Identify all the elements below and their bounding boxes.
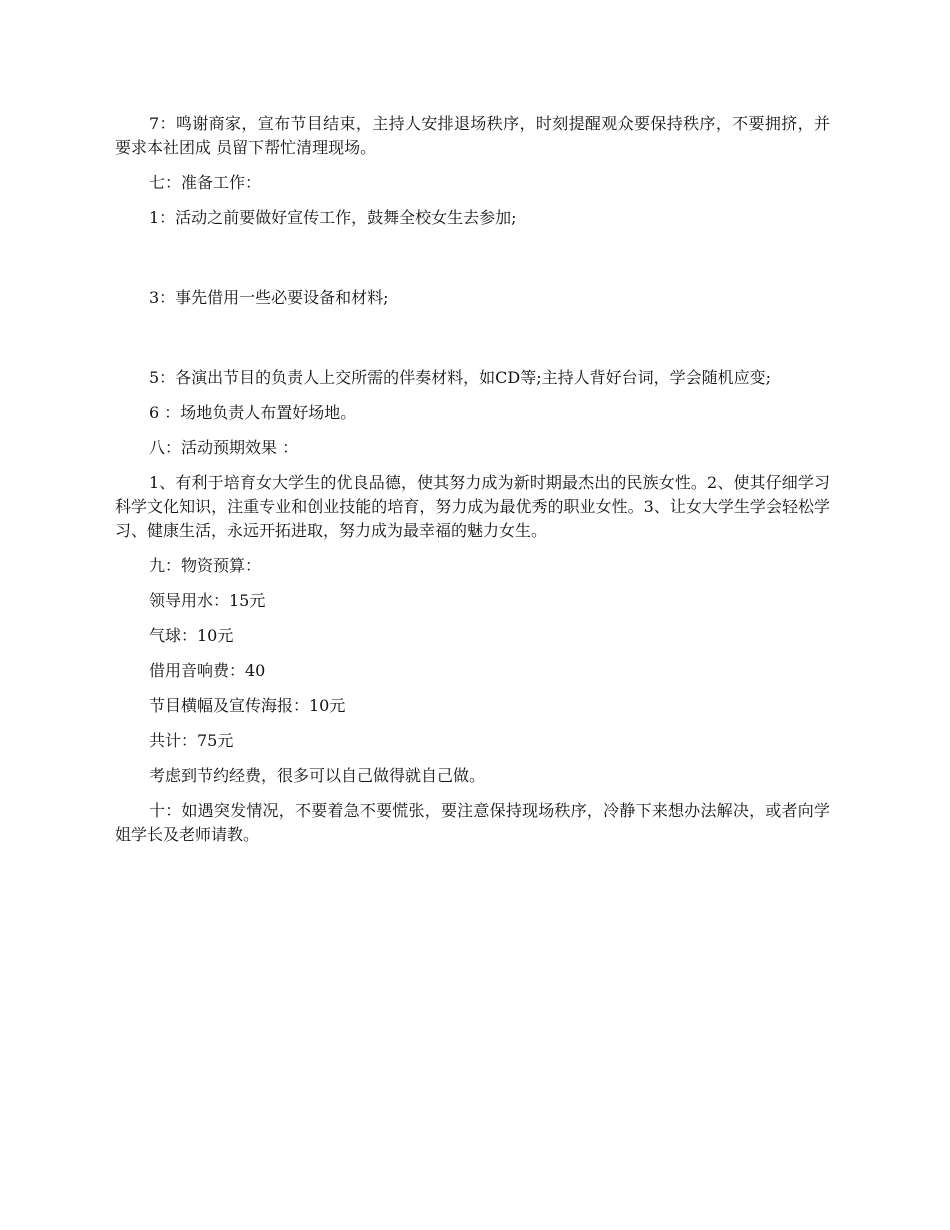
paragraph-prep-1: 1：活动之前要做好宣传工作，鼓舞全校女生去参加; — [149, 208, 517, 227]
budget-item-banners: 节目横幅及宣传海报：10元 — [149, 696, 346, 715]
blank-line — [115, 321, 830, 366]
paragraph-prep-6: 6 ：场地负责人布置好场地。 — [149, 403, 357, 422]
paragraph-closing-step: 7：鸣谢商家，宣布节目结束，主持人安排退场秩序，时刻提醒观众要保持秩序，不要拥挤，并要求本社团成 员留下帮忙清理现场。 — [115, 114, 830, 157]
heading-preparation: 七：准备工作： — [149, 173, 262, 192]
paragraph-prep-3: 3：事先借用一些必要设备和材料; — [149, 288, 389, 307]
document-body — [115, 112, 830, 858]
blank-line — [115, 241, 830, 286]
budget-total: 共计：75元 — [149, 731, 234, 750]
budget-item-water: 领导用水：15元 — [149, 591, 266, 610]
budget-item-audio: 借用音响费：40 — [149, 661, 266, 680]
heading-expected-effect: 八：活动预期效果 ： — [149, 438, 299, 457]
heading-budget: 九：物资预算： — [149, 556, 262, 575]
paragraph-prep-5: 5：各演出节目的负责人上交所需的伴奏材料，如CD等;主持人背好台词，学会随机应变; — [149, 368, 772, 387]
paragraph-saving-note: 考虑到节约经费，很多可以自己做得就自己做。 — [149, 766, 486, 785]
paragraph-emergency: 十：如遇突发情况，不要着急不要慌张，要注意保持现场秩序，冷静下来想办法解决，或者向学姐学长及老师请教。 — [115, 801, 830, 844]
budget-item-balloons: 气球：10元 — [149, 626, 234, 645]
paragraph-expected-effect: 1、有利于培育女大学生的优良品德，使其努力成为新时期最杰出的民族女性。2、使其仔细学习科学文化知识，注重专业和创业技能的培育，努力成为最优秀的职业女性。3、让女大学生学会轻松学习、健康生活，永远开拓进取，努力成为最幸福的魅力女生。 — [115, 473, 830, 540]
